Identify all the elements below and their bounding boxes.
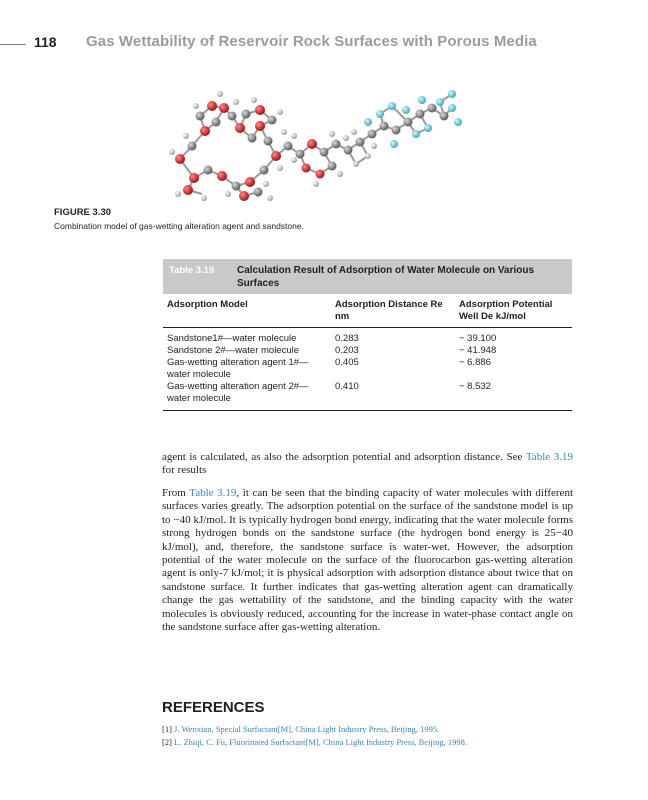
table-row	[163, 345, 572, 357]
column-header: Adsorption Potential Well De kJ/mol	[455, 294, 572, 328]
table-row	[163, 328, 572, 346]
data-table	[163, 259, 572, 411]
references-heading: REFERENCES	[162, 699, 265, 716]
cell-model: Sandstone 2#—water molecule	[167, 345, 300, 356]
reference-text[interactable]: L. Zhiqi, C. Fu, Fluorinated Surfactant[M], China Light Industry Press, Beijing, 1998.	[174, 737, 468, 747]
reference-number: [1]	[162, 724, 172, 734]
cell-potential: − 39.100	[459, 333, 497, 344]
cell-model: Sandstone1#—water molecule	[167, 333, 297, 344]
cell-distance: 0.410	[331, 381, 455, 411]
reference-number: [2]	[162, 737, 172, 747]
table-number: Table 3.19	[169, 265, 215, 276]
figure-label: FIGURE 3.30	[54, 207, 112, 218]
paragraph-1	[162, 451, 573, 478]
paragraph-2-text: , it can be seen that the binding capacity of water molecules with different surfaces varies greatly. The adsorption potential on the surface of the sandstone model is up to −40 kJ/mol. It is typically hydrogen bond energy, indicating that the water molecule forms strong hydrogen bonds on the sandstone surface (the hydrogen bond energy is 25−40 kJ/mol), and, therefore, the sandstone surface is water-wet. However, the adsorption potential of the water molecule on the surface of the fluorocarbon gas-wetting alteration agent is only-7 kJ/mol; it is physical adsorption with adsorption distance about twice that on sandstone surface. It further indicates that gas-wetting alteration agent can dramatically change the gas wettability of the sandstone, and the binding capacity with the water molecules is obviously reduced, accounting for the increase in water-phase contact angle on the sandstone surface after gas-wetting alteration.	[162, 487, 573, 634]
paragraph-1-text: agent is calculated, as also the adsorption potential and adsorption distance. See	[162, 451, 523, 463]
table-header-row	[163, 294, 572, 328]
reference-text[interactable]: J. Wenxian, Special Surfactant[M], China Light Industry Press, Beijing, 1995.	[174, 724, 440, 734]
paragraph-2-lead: From	[162, 487, 186, 499]
column-header: Adsorption Distance Re nm	[331, 294, 455, 328]
table-title-bar	[163, 259, 572, 294]
header-rule	[0, 44, 26, 45]
cell-model: Gas-wetting alteration agent 2#—water molecule	[163, 381, 331, 411]
table-link[interactable]: Table 3.19	[525, 451, 573, 463]
reference-item	[162, 737, 467, 747]
reference-item	[162, 724, 439, 734]
column-header: Adsorption Model	[163, 294, 331, 328]
table-title: Calculation Result of Adsorption of Water Molecule on Various Surfaces	[237, 265, 535, 289]
paragraph-1-tail: for results	[162, 464, 207, 477]
cell-distance: 0.283	[335, 333, 359, 344]
figure-caption: Combination model of gas-wetting alteration agent and sandstone.	[54, 221, 304, 231]
cell-distance: 0.405	[335, 357, 359, 368]
cell-distance: 0.203	[335, 345, 359, 356]
table-row	[163, 381, 572, 411]
cell-potential: − 8.532	[455, 381, 572, 411]
running-title: Gas Wettability of Reservoir Rock Surfaces with Porous Media	[86, 33, 537, 50]
page-number: 118	[34, 34, 57, 50]
hydrogen-atoms	[169, 91, 377, 201]
cell-potential: − 41.948	[459, 345, 497, 356]
table-row	[163, 357, 572, 381]
table-grid	[163, 294, 572, 411]
cell-potential: − 6.886	[459, 357, 491, 368]
cell-model: Gas-wetting alteration agent 1#—water molecule	[167, 357, 309, 380]
molecule-figure	[160, 86, 470, 204]
table-link[interactable]: Table 3.19	[189, 487, 237, 499]
paragraph-2	[162, 487, 573, 634]
